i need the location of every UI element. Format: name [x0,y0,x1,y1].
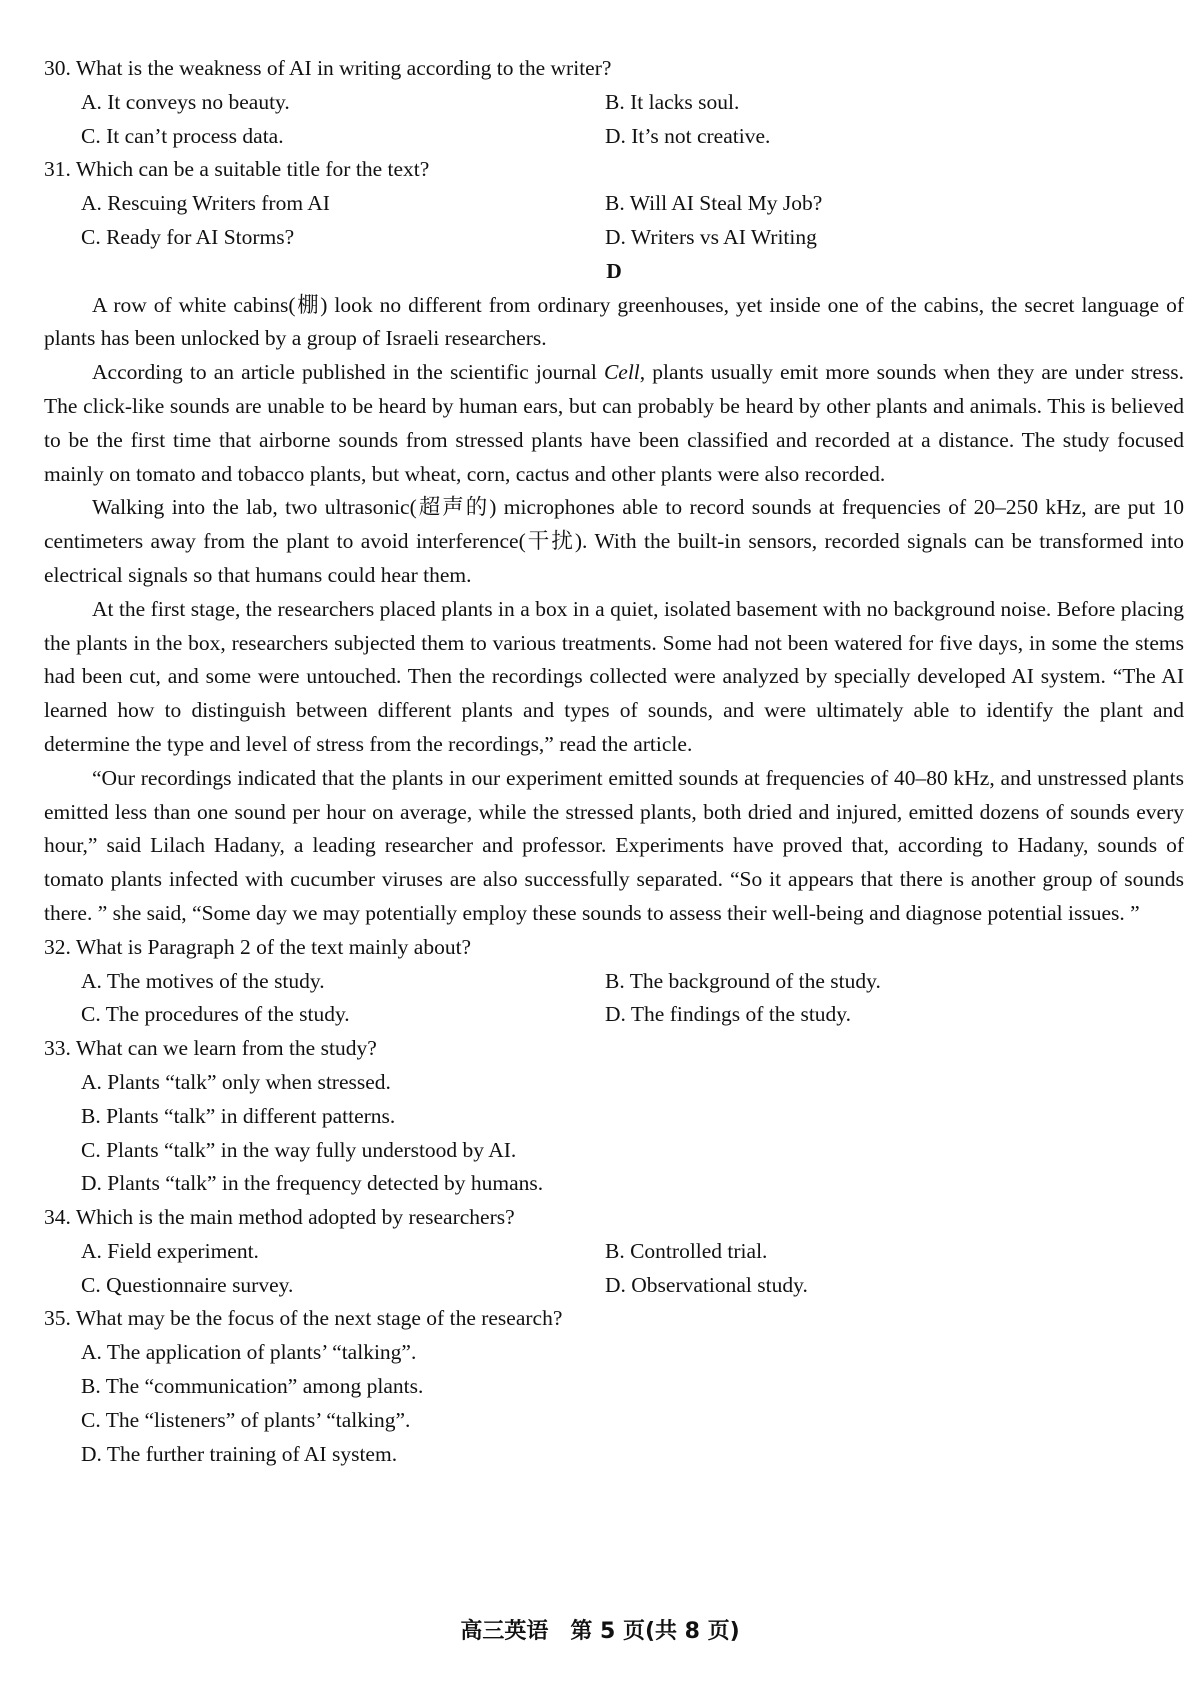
question-33 [44,1032,1184,1201]
option-a: A. Rescuing Writers from AI [81,191,330,216]
option-a: A. The application of plants’ “talking”. [81,1340,417,1365]
option-b: B. Controlled trial. [605,1238,768,1263]
passage-paragraph-4: At the first stage, the researchers placed plants in a box in a quiet, isolated basement with no background noise. Before placing the plants in the box, researchers subjected them to various treatments. Some had not been watered for five days, in some the stems had been cut, and some were untouched. Then the recordings collected were analyzed by specially developed AI system. “The AI learned how to distinguish between different plants and types of sounds, and were ultimately able to identify the plant and determine the type and level of stress from the recordings,” read the article. [44,596,1184,756]
option-a: A. Field experiment. [81,1238,259,1263]
question-34 [44,1201,1184,1302]
passage-paragraph-1: A row of white cabins(棚) look no different from ordinary greenhouses, yet inside one of the cabins, the secret language of plants has been unlocked by a group of Israeli researchers. [44,292,1184,351]
option-d: D. Writers vs AI Writing [605,224,817,249]
option-c: C. The “listeners” of plants’ “talking”. [81,1407,411,1432]
options [44,187,1184,255]
option-c: C. Plants “talk” in the way fully understood by AI. [81,1137,517,1162]
question-stem: 31. Which can be a suitable title for the text? [44,157,430,182]
reading-passage [44,289,1184,931]
journal-name: Cell [603,360,640,385]
option-b: B. The “communication” among plants. [81,1374,424,1399]
page-footer: 高三英语 第 5 页(共 8 页) [460,1619,740,1644]
question-30 [44,52,1184,153]
option-b: B. Plants “talk” in different patterns. [81,1103,396,1128]
option-a: A. It conveys no beauty. [81,89,290,114]
passage-paragraph-5: “Our recordings indicated that the plants in our experiment emitted sounds at frequencies of 40–80 kHz, and unstressed plants emitted less than one sound per hour on average, while the stressed plants, both dried and injured, emitted dozens of sounds every hour,” said Lilach Hadany, a leading researcher and professor. Experiments have proved that, according to Hadany, sounds of tomato plants infected with cucumber viruses are also successfully separated. “So it appears that there is another group of sounds there. ” she said, “Some day we may potentially employ these sounds to assess their well-being and diagnose potential issues. ” [44,765,1184,925]
passage-paragraph-3: Walking into the lab, two ultrasonic(超声的) microphones able to record sounds at frequencies of 20–250 kHz, are put 10 centimeters away from the plant to avoid interference(干扰). With the built-in sensors, recorded signals can be transformed into electrical signals so that humans could hear them. [44,495,1184,587]
options [44,965,1184,1033]
passage-paragraph-2 [44,356,1184,491]
option-b: B. The background of the study. [605,968,881,993]
paragraph-text: According to an article published in the scientific journal [92,360,604,385]
option-d: D. The findings of the study. [605,1002,852,1027]
option-b: B. Will AI Steal My Job? [605,191,823,216]
option-d: D. The further training of AI system. [81,1441,398,1466]
question-stem: 35. What may be the focus of the next stage of the research? [44,1306,563,1331]
option-d: D. Observational study. [605,1272,808,1297]
question-31 [44,153,1184,254]
options [44,1336,1184,1471]
options [44,1066,1184,1201]
question-stem: 34. Which is the main method adopted by researchers? [44,1205,515,1230]
options [44,86,1184,154]
option-c: C. The procedures of the study. [81,1002,350,1027]
question-35 [44,1302,1184,1471]
option-d: D. Plants “talk” in the frequency detected by humans. [81,1171,544,1196]
question-stem: 32. What is Paragraph 2 of the text mainly about? [44,934,472,959]
option-c: C. Ready for AI Storms? [81,224,295,249]
paragraph-text: , plants usually emit more sounds when they are under stress. The click-like sounds are unable to be heard by human ears, but can probably be heard by other plants and animals. This is believed to be the first time that airborne sounds from stressed plants have been classified and recorded at a distance. The study focused mainly on tomato and tobacco plants, but wheat, corn, cactus and other plants were also recorded. [44,360,1184,486]
options [44,1235,1184,1303]
section-heading: D [606,258,622,283]
question-32 [44,931,1184,1032]
page-content [44,52,1184,1471]
option-c: C. Questionnaire survey. [81,1272,294,1297]
question-stem: 33. What can we learn from the study? [44,1036,377,1061]
option-a: A. Plants “talk” only when stressed. [81,1069,391,1094]
option-b: B. It lacks soul. [605,89,740,114]
option-c: C. It can’t process data. [81,123,284,148]
option-d: D. It’s not creative. [605,123,771,148]
option-a: A. The motives of the study. [81,968,325,993]
question-stem: 30. What is the weakness of AI in writing according to the writer? [44,56,612,80]
